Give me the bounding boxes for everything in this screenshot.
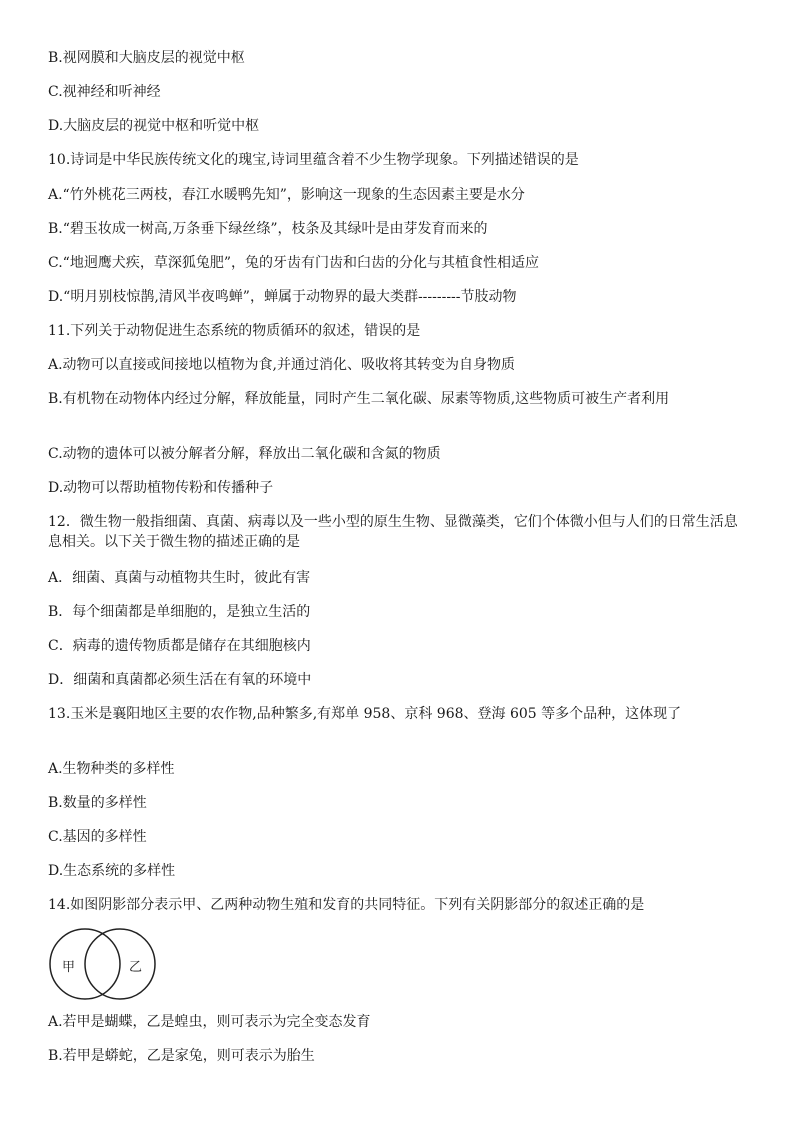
q9-option-d: D.大脑皮层的视觉中枢和听觉中枢 — [48, 118, 260, 134]
q13-stem: 13.玉米是襄阳地区主要的农作物,品种繁多,有郑单 958、京科 968、登海 605 等多个品种，这体现了 — [48, 706, 682, 722]
q11-option-b: B.有机物在动物体内经过分解，释放能量，同时产生二氧化碳、尿素等物质,这些物质可被生产者利用 — [48, 391, 670, 407]
q11-option-d: D.动物可以帮助植物传粉和传播种子 — [48, 480, 274, 496]
q13-option-a: A.生物种类的多样性 — [48, 761, 175, 777]
q11-stem: 11.下列关于动物促进生态系统的物质循环的叙述，错误的是 — [48, 323, 421, 339]
venn-left-label: 甲 — [62, 960, 76, 975]
q12-stem: 12．微生物一般指细菌、真菌、病毒以及一些小型的原生生物、显微藻类，它们个体微小但与人们的日常生活息息相关。以下关于微生物的描述正确的是 — [48, 514, 738, 550]
q12-option-a: A．细菌、真菌与动植物共生时，彼此有害 — [48, 570, 311, 586]
q12-option-c: C．病毒的遗传物质都是储存在其细胞核内 — [48, 638, 311, 654]
q14-option-b: B.若甲是蟒蛇，乙是家兔，则可表示为胎生 — [48, 1048, 315, 1064]
q11-option-a: A.动物可以直接或间接地以植物为食,并通过消化、吸收将其转变为自身物质 — [48, 357, 516, 373]
q10-option-b: B.“碧玉妆成一树高,万条垂下绿丝绦”，枝条及其绿叶是由芽发育而来的 — [48, 221, 488, 237]
q10-option-c: C.“地迥鹰犬疾，草深狐兔肥”，兔的牙齿有门齿和臼齿的分化与其植食性相适应 — [48, 255, 539, 271]
q10-option-a: A.“竹外桃花三两枝，春江水暖鸭先知”，影响这一现象的生态因素主要是水分 — [48, 187, 525, 203]
q12-option-b: B．每个细菌都是单细胞的，是独立生活的 — [48, 604, 311, 620]
q10-stem: 10.诗词是中华民族传统文化的瑰宝,诗词里蕴含着不少生物学现象。下列描述错误的是 — [48, 152, 579, 168]
venn-diagram — [48, 926, 158, 1002]
q13-option-b: B.数量的多样性 — [48, 795, 147, 811]
q9-option-c: C.视神经和听神经 — [48, 84, 161, 100]
q12-option-d: D．细菌和真菌都必须生活在有氧的环境中 — [48, 672, 312, 688]
q14-option-a: A.若甲是蝴蝶，乙是蝗虫，则可表示为完全变态发育 — [48, 1014, 371, 1030]
venn-right-label: 乙 — [129, 960, 143, 975]
q10-option-d: D.“明月别枝惊鹊,清风半夜鸣蝉”，蝉属于动物界的最大类群---------节肢动物 — [48, 289, 517, 305]
q14-stem: 14.如图阴影部分表示甲、乙两种动物生殖和发育的共同特征。下列有关阴影部分的叙述正确的是 — [48, 897, 645, 913]
q11-option-c: C.动物的遗体可以被分解者分解，释放出二氧化碳和含氮的物质 — [48, 446, 441, 462]
q13-option-d: D.生态系统的多样性 — [48, 863, 176, 879]
q13-option-c: C.基因的多样性 — [48, 829, 147, 845]
q9-option-b: B.视网膜和大脑皮层的视觉中枢 — [48, 50, 245, 66]
